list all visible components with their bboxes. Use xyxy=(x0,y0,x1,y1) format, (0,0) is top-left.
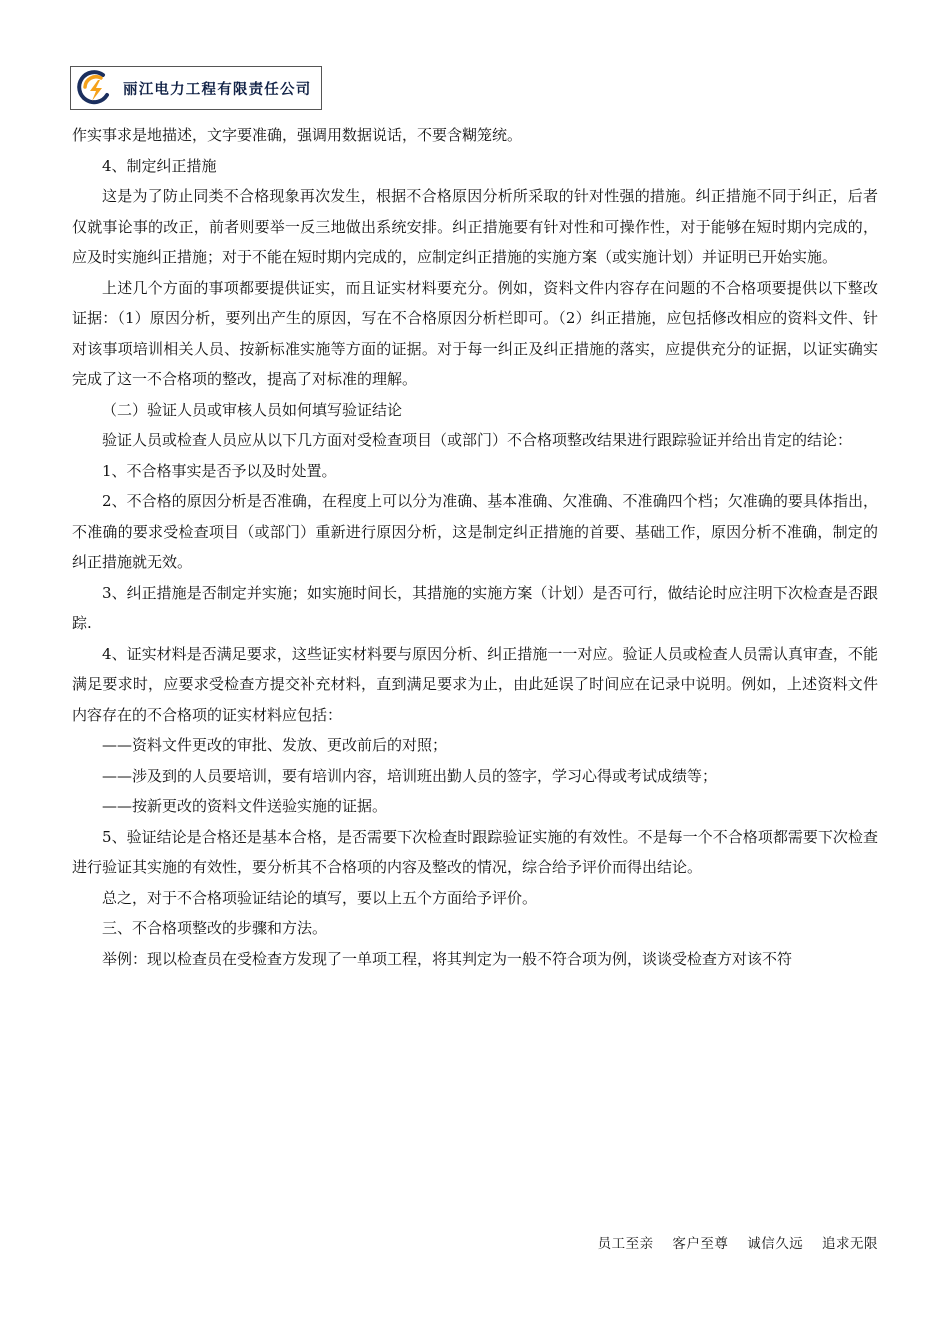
footer-slogan: 员工至亲 xyxy=(597,1236,654,1252)
dash-item: ——按新更改的资料文件送验实施的证据。 xyxy=(102,797,388,815)
power-lightning-logo-icon xyxy=(73,67,117,109)
company-name: 丽江电力工程有限责任公司 xyxy=(123,81,312,98)
section-heading-verification: （二）验证人员或审核人员如何填写验证结论 xyxy=(102,400,403,419)
document-body xyxy=(72,120,878,974)
company-logo xyxy=(70,66,322,110)
paragraph: 验证人员或检查人员应从以下几方面对受检查项目（或部门）不合格项整改结果进行跟踪验证并给出肯定的结论： xyxy=(102,431,853,449)
footer-slogans xyxy=(584,1232,878,1252)
paragraph: 上述几个方面的事项都要提供证实，而且证实材料要充分。例如，资料文件内容存在问题的不合格项要提供以下整改证据：（1）原因分析，要列出产生的原因，写在不合格原因分析栏即可。（2）纠正措施，应包括修改相应的资料文件、针对该事项培训相关人员、按新标准实施等方面的证据。对于每一纠正及纠正措施的落实，应提供充分的证据，以证实确实完成了这一不合格项的整改，提高了对标准的理解。 xyxy=(72,278,878,388)
paragraph: 这是为了防止同类不合格现象再次发生，根据不合格原因分析所采取的针对性强的措施。纠正措施不同于纠正，后者仅就事论事的改正，前者则要举一反三地做出系统安排。纠正措施要有针对性和可操作性，对于能够在短时期内完成的，应及时实施纠正措施；对于不能在短时期内完成的，应制定纠正措施的实施方案（或实施计划）并证明已开始实施。 xyxy=(72,187,878,266)
list-item: 5、验证结论是合格还是基本合格，是否需要下次检查时跟踪验证实施的有效性。不是每一个不合格项都需要下次检查进行验证其实施的有效性，要分析其不合格项的内容及整改的情况，综合给予评价而得出结论。 xyxy=(72,827,878,876)
paragraph: 举例：现以检查员在受检查方发现了一单项工程，将其判定为一般不符合项为例，谈谈受检查方对该不符 xyxy=(102,949,793,968)
list-item: 3、纠正措施是否制定并实施；如实施时间长，其措施的实施方案（计划）是否可行，做结论时应注明下次检查是否跟踪. xyxy=(72,583,878,632)
paragraph-continuation: 作实事求是地描述，文字要准确，强调用数据说话，不要含糊笼统。 xyxy=(72,126,523,144)
footer-slogan: 诚信久远 xyxy=(747,1236,804,1252)
list-item: 2、不合格的原因分析是否准确，在程度上可以分为准确、基本准确、欠准确、不准确四个档；欠准确的要具体指出，不准确的要求受检查项目（或部门）重新进行原因分析，这是制定纠正措施的首要、基础工作，原因分析不准确，制定的纠正措施就无效。 xyxy=(72,492,878,571)
dash-item: ——资料文件更改的审批、发放、更改前后的对照； xyxy=(102,736,448,754)
paragraph: 总之，对于不合格项验证结论的填写，要以上五个方面给予评价。 xyxy=(102,888,538,907)
section-heading-corrective-action: 4、制定纠正措施 xyxy=(102,156,217,175)
list-item: 1、不合格事实是否予以及时处置。 xyxy=(102,461,337,480)
dash-item: ——涉及到的人员要培训，要有培训内容，培训班出勤人员的签字，学习心得或考试成绩等； xyxy=(102,766,718,785)
section-heading-steps: 三、不合格项整改的步骤和方法。 xyxy=(102,919,328,937)
footer-slogan: 追求无限 xyxy=(822,1236,878,1252)
list-item: 4、证实材料是否满足要求，这些证实材料要与原因分析、纠正措施一一对应。验证人员或检查人员需认真审查，不能满足要求时，应要求受检查方提交补充材料，直到满足要求为止，由此延误了时间应在记录中说明。例如，上述资料文件内容存在的不合格项的证实材料应包括： xyxy=(72,644,878,724)
footer-slogan: 客户至尊 xyxy=(672,1236,729,1252)
